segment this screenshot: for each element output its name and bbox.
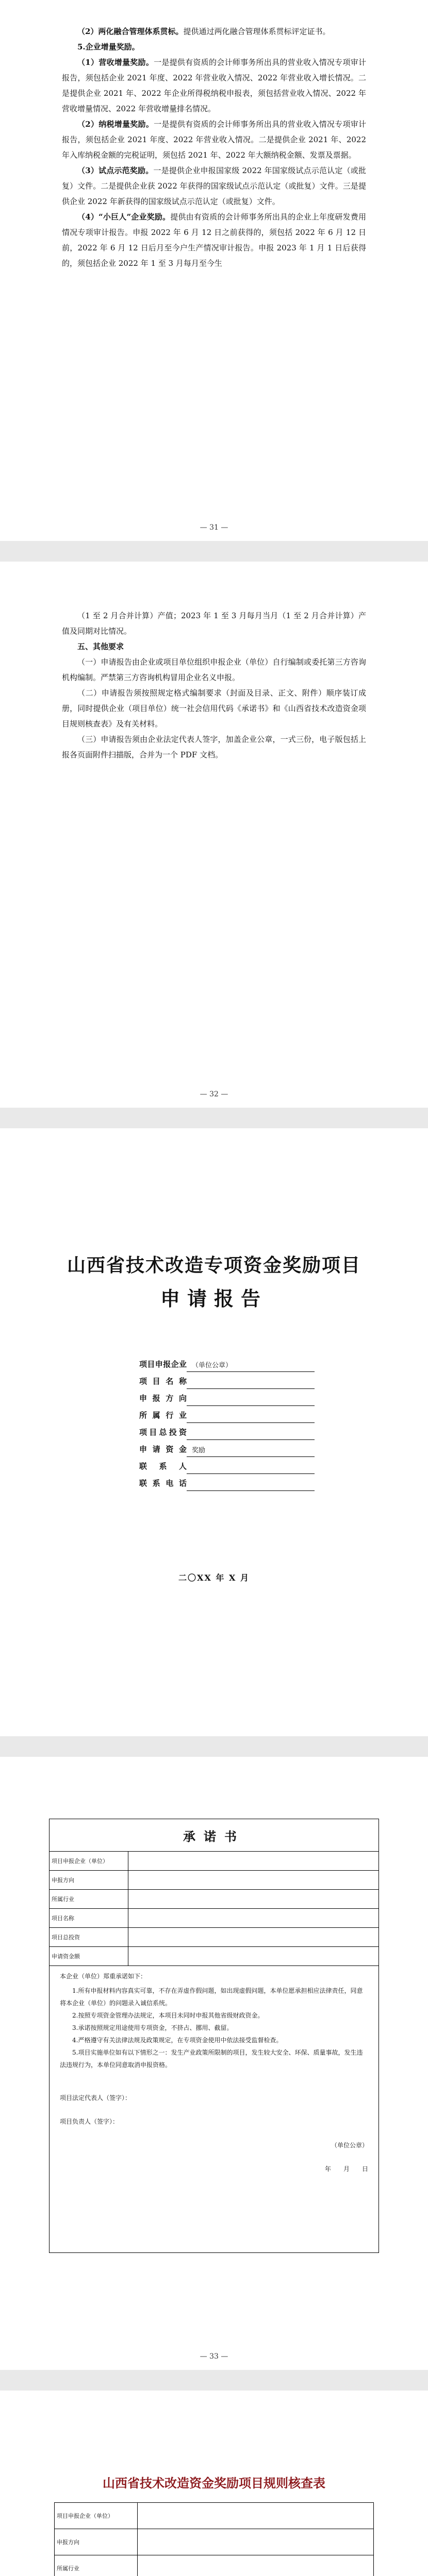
- paragraph: [62, 685, 366, 732]
- paragraph-text: 一是提供有资质的会计师事务所出具的营业收入情况专项审计报告，须包括企业 2021 年度、2022 年营业收入情况、2022 年营业收入增长情况。二是提供企业 2021 年、2022 年企业所得税纳税申报表，须包括营业收入情况、2022 年营收增量情况、2022 年营收增量排名情况。: [62, 58, 366, 113]
- row-value: [137, 2503, 373, 2529]
- signature-line: （单位公章）: [331, 2142, 368, 2149]
- cover-field-label: 所属行业: [139, 1411, 187, 1420]
- cover-field-row: [139, 1372, 315, 1389]
- paragraph-lead: （2）两化融合管理体系贯标。: [77, 27, 184, 36]
- cover-date: 二〇XX 年 X 月: [178, 1573, 250, 1583]
- cover-field-row: [139, 1389, 315, 1406]
- pledge-intro: 本企业（单位）郑重承诺如下：: [60, 1973, 147, 1980]
- row-value: [137, 2529, 373, 2555]
- pledge-item: 3.承诺按照规定用途使用专项资金，不挤占、挪用、截留。: [72, 2024, 233, 2031]
- check-table: [54, 2502, 374, 2576]
- signature-line: 项目法定代表人（签字）：: [60, 2094, 131, 2102]
- document-page-1: [0, 0, 428, 541]
- table-row: [50, 1871, 379, 1890]
- paragraph: [62, 116, 366, 163]
- cover-field-row: [139, 1457, 315, 1474]
- document-page-3-cover: [0, 1128, 428, 1736]
- cover-field-value: [187, 1410, 315, 1423]
- cover-field-row: [139, 1355, 315, 1372]
- paragraph-lead: （2）纳税增量奖励。: [77, 120, 154, 129]
- cover-field-row: [139, 1423, 315, 1440]
- paragraph-text: （1 至 2 月合并计算）产值；2023 年 1 至 3 月每月当月（1 至 2 月合并计算）产值及同期对比情况。: [62, 611, 366, 636]
- page-2-body: [62, 608, 366, 762]
- paragraph: [62, 55, 366, 116]
- cover-field-label: 项目总投资: [139, 1428, 187, 1437]
- paragraph-text: （三）申请报告须由企业法定代表人签字，加盖企业公章，一式三份，电子版包括上报各页面附件扫描版，合并为一个 PDF 文档。: [62, 735, 366, 759]
- row-value: [137, 2555, 373, 2576]
- cover-field-label: 联系电话: [139, 1479, 187, 1488]
- paragraph-text: 5.企业增量奖励。: [77, 42, 140, 52]
- paragraph: [62, 39, 366, 55]
- pledge-title: 承诺书: [50, 1819, 379, 1852]
- paragraph: [62, 608, 366, 639]
- paragraph-text: （一）申请报告由企业或项目单位组织申报企业（单位）自行编制或委托第三方咨询机构编制。严禁第三方咨询机构冒用企业名义申报。: [62, 657, 366, 682]
- signature-line: 年 月 日: [324, 2165, 368, 2173]
- table-row: [50, 1909, 379, 1928]
- cover-field-label: 申报方向: [139, 1394, 187, 1403]
- row-label: 所属行业: [50, 1890, 128, 1909]
- cover-subtitle: 申请报告: [160, 1287, 268, 1310]
- cover-field-value: [187, 1461, 315, 1474]
- paragraph-text: （二）申请报告须按照规定格式编制要求（封面及目录、正文、附件）顺序装订成册，同时提供企业（项目单位）统一社会信用代码《承诺书》和《山西省技术改造资金项目规则核查表》及有关材料。: [62, 688, 366, 728]
- paragraph-lead: （1）营收增量奖励。: [77, 58, 154, 67]
- table-row: [55, 2503, 374, 2529]
- paragraph: [62, 732, 366, 762]
- row-value: [128, 1909, 379, 1928]
- cover-field-row: [139, 1474, 315, 1491]
- check-table-title: 山西省技术改造资金奖励项目规则核查表: [103, 2476, 325, 2490]
- cover-field-value: [187, 1478, 315, 1491]
- row-value: [128, 1871, 379, 1890]
- paragraph-lead: （4）“小巨人”企业奖励。: [77, 212, 171, 222]
- cover-field-label: 项目名称: [139, 1377, 187, 1386]
- cover-field-value: [187, 1393, 315, 1406]
- cover-field-label: 联系人: [139, 1462, 187, 1471]
- cover-field-row: [139, 1440, 315, 1457]
- table-row: [50, 1890, 379, 1909]
- cover-field-value: （单位公章）: [187, 1359, 315, 1372]
- row-label: 项目申报企业（单位）: [55, 2503, 138, 2529]
- document-page-2: [0, 562, 428, 1108]
- paragraph: [62, 639, 366, 654]
- cover-field-value: [187, 1376, 315, 1389]
- table-row: [55, 2555, 374, 2576]
- row-label: 所属行业: [55, 2555, 138, 2576]
- paragraph: [62, 163, 366, 209]
- row-value: [128, 1928, 379, 1947]
- row-value: [128, 1947, 379, 1966]
- page-number: — 31 —: [200, 523, 228, 532]
- page-number: — 32 —: [200, 1090, 228, 1098]
- row-label: 申报方向: [55, 2529, 138, 2555]
- table-row: [50, 1928, 379, 1947]
- paragraph: [62, 654, 366, 685]
- document-page-5-check: [0, 2391, 428, 2576]
- table-row: [50, 1947, 379, 1966]
- page-number: — 33 —: [200, 2352, 228, 2361]
- pledge-text-cell: [50, 1966, 379, 2253]
- page-1-body: [62, 24, 366, 271]
- cover-field-value: [187, 1427, 315, 1440]
- cover-field-value: 奖励: [187, 1444, 315, 1457]
- paragraph-text: 提供由有资质的会计师事务所出具的企业上年度研发费用情况专项审计报告。申报 2022 年 6 月 12 日之前获得的，须包括 2022 年 6 月 12 日前，2022 年 6 月 12 日后月至今户生产情况审计报告。申报 2023 年 1 月 1 日后获得的，须包括企业 2022 年 1 至 3 月每月至今生: [62, 212, 366, 268]
- document-page-4-pledge: [0, 1757, 428, 2370]
- paragraph-text: 一是提供有资质的会计师事务所出具的营业收入情况专项审计报告，须包括企业 2021 年度、2022 年营业收入情况。二是提供企业 2021 年、2022 年入库纳税金额的完税证明，须包括 2021 年、2022 年大额纳税金额、发票及票据。: [62, 120, 366, 160]
- row-label: 申请资金额: [50, 1947, 128, 1966]
- paragraph-lead: （3）试点示范奖励。: [77, 166, 154, 175]
- row-value: [128, 1852, 379, 1871]
- pledge-item: 4.严格遵守有关法律法规及政策规定，在专项资金使用中依法接受监督检查。: [72, 2037, 283, 2044]
- row-value: [128, 1890, 379, 1909]
- paragraph: [62, 209, 366, 271]
- signature-line: 项目负责人（签字）：: [60, 2118, 119, 2125]
- row-label: 申报方向: [50, 1871, 128, 1890]
- row-label: 项目申报企业（单位）: [50, 1852, 128, 1871]
- cover-field-label: 项目申报企业: [139, 1360, 187, 1369]
- pledge-table: [49, 1819, 379, 2253]
- row-label: 项目名称: [50, 1909, 128, 1928]
- table-row: [55, 2529, 374, 2555]
- table-row: [50, 1852, 379, 1871]
- cover-title: 山西省技术改造专项资金奖励项目: [67, 1255, 361, 1276]
- paragraph-text: 一是提供企业申报国家级 2022 年国家级试点示范认定（或批复）文件。二是提供企业获 2022 年获得的国家级试点示范认定（或批复）文件。三是提供企业 2022 年新获得的国家级试点示范认定（或批复）文件。: [62, 166, 366, 206]
- cover-field-row: [139, 1406, 315, 1423]
- paragraph-lead: 五、其他要求: [77, 642, 124, 651]
- cover-form: [139, 1355, 315, 1491]
- cover-field-label: 申请资金: [139, 1445, 187, 1454]
- paragraph: [62, 24, 366, 39]
- paragraph-text: 提供通过两化融合管理体系贯标评定证书。: [183, 27, 331, 36]
- pledge-item: 1.所有申报材料内容真实可靠，不存在弄虚作假问题，如出现虚假问题，本单位愿承担相应法律责任，同意将本企业（单位）的问题录入诚信系统。: [60, 1987, 363, 2007]
- pledge-item: 2.按照专项资金管理办法规定，本项目未同时申报其他省级财政资金。: [72, 2012, 264, 2019]
- row-label: 项目总投资: [50, 1928, 128, 1947]
- pledge-item: 5.项目实施单位如有以下情形之一：发生产业政策所限制的项目，发生较大安全、环保、质量事故，发生违法违规行为，本单位同意取消申报资格。: [60, 2049, 363, 2069]
